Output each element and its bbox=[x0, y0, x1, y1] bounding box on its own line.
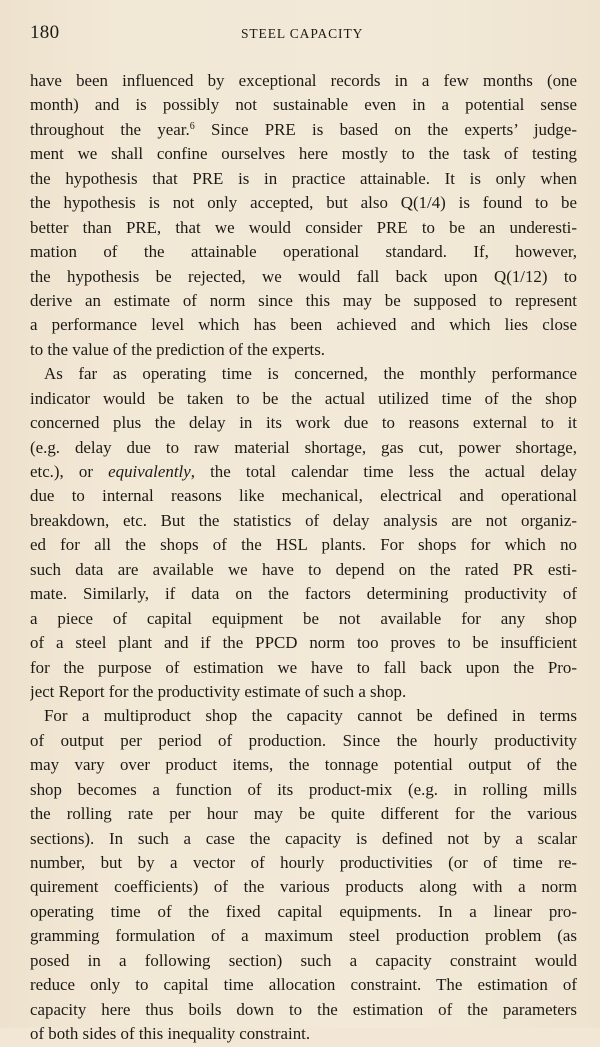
running-head: STEEL CAPACITY bbox=[241, 26, 364, 41]
text-line: due to internal reasons like mechanical, electrical and operational bbox=[30, 486, 577, 506]
paragraph-1 bbox=[30, 69, 577, 362]
text-line: of output per period of production. Since the hourly productivity bbox=[30, 730, 577, 750]
text-line: of a steel plant and if the PPCD norm too proves to be insufficient bbox=[30, 633, 577, 653]
text-line: a piece of capital equipment be not available for any shop bbox=[30, 608, 577, 628]
text-line: ment we shall confine ourselves here mostly to the task of testing bbox=[30, 144, 577, 164]
text-line: concerned plus the delay in its work due to reasons external to it bbox=[30, 413, 577, 433]
page-header bbox=[30, 22, 585, 46]
text-line: the hypothesis that PRE is in practice attainable. It is only when bbox=[30, 168, 577, 188]
text-line: posed in a following section) such a capacity constraint would bbox=[30, 950, 577, 970]
text-line: number, but by a vector of hourly productivities (or of time re- bbox=[30, 853, 577, 872]
text-line: such data are available we have to depend on the rated PR esti- bbox=[30, 559, 577, 579]
text-line: sections). In such a case the capacity is defined not by a scalar bbox=[30, 828, 577, 848]
text-line: mate. Similarly, if data on the factors determining productivity of bbox=[30, 584, 577, 604]
footnote-marker[interactable]: 6 bbox=[189, 120, 195, 132]
text-line: may vary over product items, the tonnage potential output of the bbox=[30, 755, 577, 775]
text-line: a performance level which has been achieved and which lies close bbox=[30, 315, 577, 335]
text-line bbox=[30, 118, 577, 142]
text-line: derive an estimate of norm since this may be supposed to represent bbox=[30, 290, 577, 310]
text-line: capacity here thus boils down to the estimation of the parameters bbox=[30, 999, 577, 1019]
text-line: indicator would be taken to be the actual utilized time of the shop bbox=[30, 388, 577, 408]
text-line: of both sides of this inequality constraint. bbox=[30, 1024, 311, 1044]
text-line: to the value of the prediction of the experts. bbox=[30, 339, 326, 359]
text-line-part: etc.), or bbox=[30, 462, 109, 481]
text-line: ject Report for the productivity estimate of such a shop. bbox=[30, 681, 407, 701]
paragraph-2 bbox=[30, 362, 577, 704]
text-line: the hypothesis is not only accepted, but also Q(1/4) is found to be bbox=[30, 193, 577, 213]
text-line: the rolling rate per hour may be quite different for the various bbox=[30, 804, 577, 824]
text-line: (e.g. delay due to raw material shortage, gas cut, power shortage, bbox=[30, 437, 577, 457]
text-line: shop becomes a function of its product-mix (e.g. in rolling mills bbox=[30, 779, 577, 799]
text-line: quirement coefficients) of the various products along with a norm bbox=[30, 877, 577, 897]
text-line: have been influenced by exceptional records in a few months (one bbox=[30, 71, 577, 90]
text-line: the hypothesis be rejected, we would fall back upon Q(1/12) to bbox=[30, 266, 577, 286]
text-line: As far as operating time is concerned, the monthly performance bbox=[44, 364, 577, 384]
text-line-part: Since PRE is based on the experts’ judge- bbox=[194, 119, 577, 139]
text-line: mation of the attainable operational standard. If, however, bbox=[30, 242, 577, 262]
text-line-part: , the total calendar time less the actual delay bbox=[190, 462, 577, 481]
text-line-part: throughout the year. bbox=[30, 119, 190, 139]
body-text bbox=[30, 69, 577, 1047]
text-line: operating time of the fixed capital equipments. In a linear pro- bbox=[30, 901, 577, 921]
text-line: month) and is possibly not sustainable even in a potential sense bbox=[30, 95, 577, 115]
text-line: for the purpose of estimation we have to fall back upon the Pro- bbox=[30, 657, 577, 677]
text-line: better than PRE, that we would consider PRE to be an underesti- bbox=[30, 217, 577, 237]
text-line: reduce only to capital time allocation constraint. The estimation of bbox=[30, 975, 577, 995]
text-line: breakdown, etc. But the statistics of delay analysis are not organiz- bbox=[30, 510, 577, 530]
text-line: ed for all the shops of the HSL plants. For shops for which no bbox=[30, 535, 577, 555]
page-number: 180 bbox=[30, 22, 60, 43]
text-line: gramming formulation of a maximum steel production problem (as bbox=[30, 926, 577, 946]
text-line: For a multiproduct shop the capacity cannot be defined in terms bbox=[44, 706, 577, 726]
paragraph-3 bbox=[30, 704, 577, 1046]
emphasis-text: equivalently bbox=[108, 462, 191, 481]
text-line bbox=[30, 460, 577, 484]
